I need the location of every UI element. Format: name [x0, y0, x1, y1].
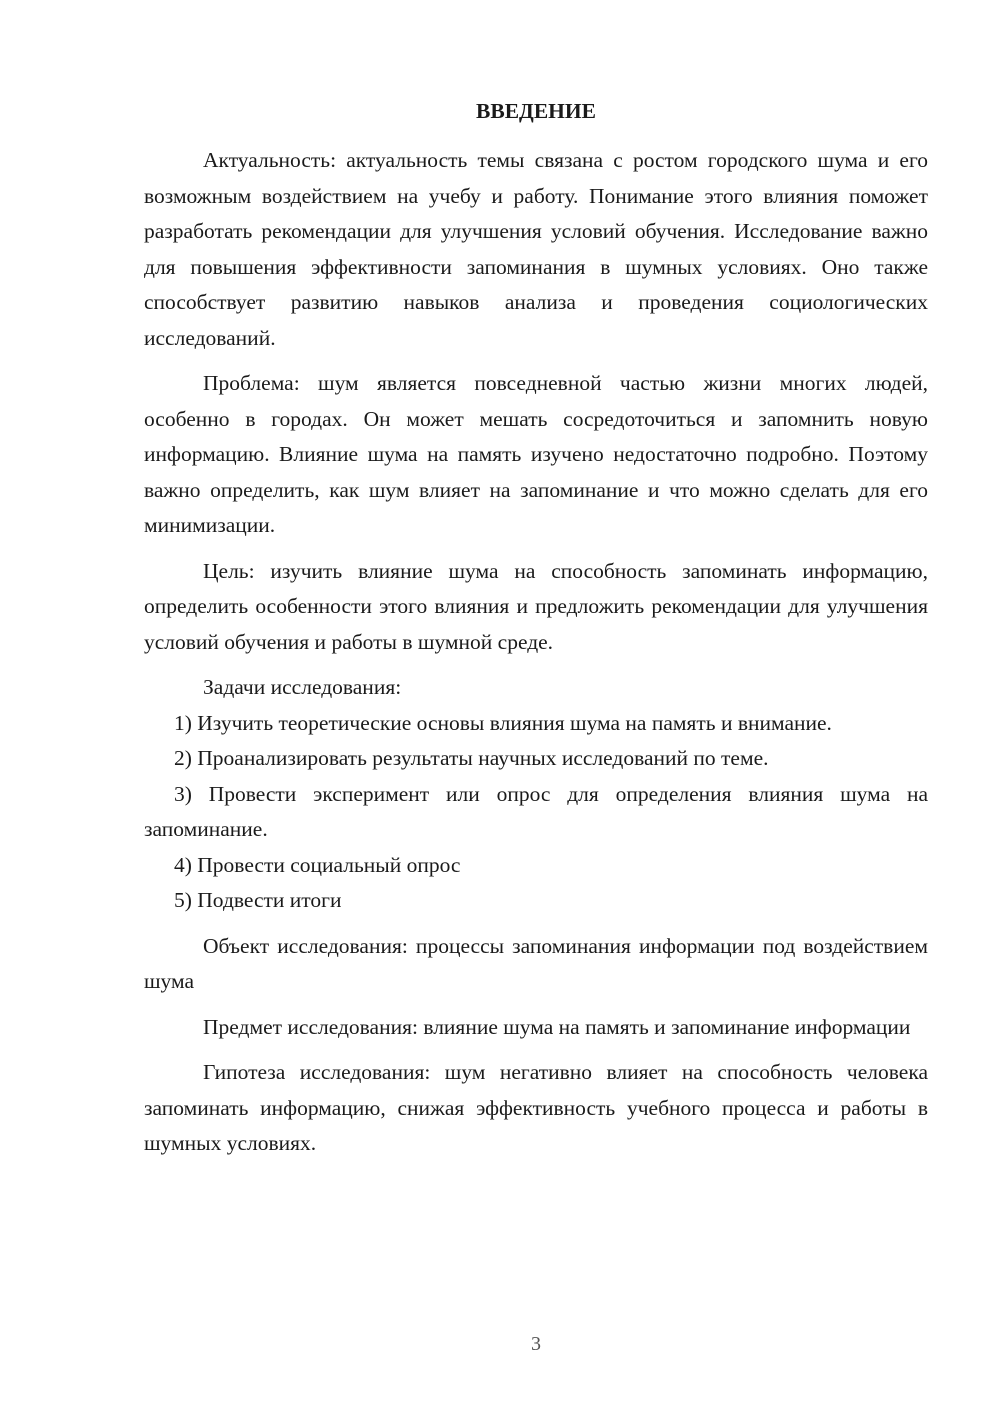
paragraph-goal: Цель: изучить влияние шума на способность запоминать информацию, определить особенности этого влияния и предложить рекомендации для улучшения условий обучения и работы в шумной среде. — [144, 558, 928, 654]
task-item-1: 1) Изучить теоретические основы влияния шума на память и внимание. — [174, 710, 832, 735]
paragraph-relevance: Актуальность: актуальность темы связана с ростом городского шума и его возможным воздействием на учебу и работу. Понимание этого влияния поможет разработать рекомендации для улучшения условий обучения. Исследование важно для повышения эффективности запоминания в шумных условиях. Оно также способствует развитию навыков анализа и проведения социологических исследований. — [144, 148, 928, 350]
task-item-5: 5) Подвести итоги — [174, 888, 342, 912]
paragraph-hypothesis: Гипотеза исследования: шум негативно влияет на способность человека запоминать информацию, снижая эффективность учебного процесса и работы в шумных условиях. — [144, 1060, 928, 1155]
task-item-3: 3) Провести эксперимент или опрос для определения влияния шума на запоминание. — [144, 781, 928, 841]
paragraph-subject: Предмет исследования: влияние шума на память и запоминание информации — [203, 1014, 911, 1039]
page-number: 3 — [531, 1333, 541, 1355]
document-page — [144, 96, 928, 1162]
page-title: ВВЕДЕНИЕ — [476, 99, 596, 123]
task-item-4: 4) Провести социальный опрос — [174, 852, 461, 877]
paragraph-object: Объект исследования: процессы запоминания информации под воздействием шума — [144, 933, 928, 993]
paragraph-problem: Проблема: шум является повседневной частью жизни многих людей, особенно в городах. Он может мешать сосредоточиться и запомнить новую информацию. Влияние шума на память изучено недостаточно подробно. Поэтому важно определить, как шум влияет на запоминание и что можно сделать для его минимизации. — [144, 371, 928, 537]
task-item-2: 2) Проанализировать результаты научных исследований по теме. — [174, 746, 769, 770]
tasks-heading: Задачи исследования: — [203, 675, 402, 699]
